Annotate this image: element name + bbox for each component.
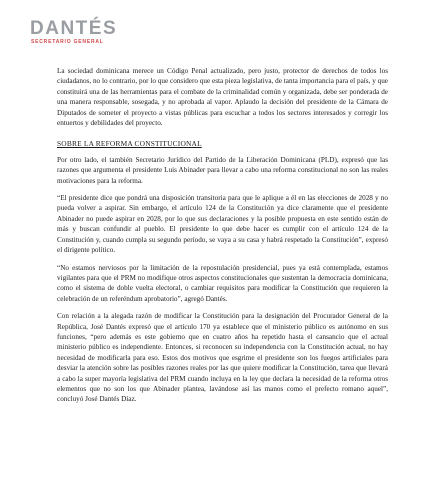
brand-subtitle: SECRETARIO GENERAL: [31, 39, 104, 45]
intro-paragraph: La sociedad dominicana merece un Código Penal actualizado, pero justo, protector de derechos de todos los ciudadanos, no lo contrario, por lo que considero que esta pieza legislativa, de tanta importancia para el país, y que constituirá una de las herramientas para el combate de la criminalidad común y organizada, debe ser ponderada de una manera responsable, sosegada, y no aprobada al vapor. Aplaudo la decisión del presidente de la Cámara de Diputados de someter el proyecto a vistas públicas para escuchar a todos los sectores interesados y corregir los entuertos y debilidades del proyecto.: [57, 67, 388, 128]
body-paragraph: Por otro lado, el también Secretario Jurídico del Partido de la Liberación Dominicana (PLD), expresó que las razones que argumenta el presidente Luis Abinader para llevar a cabo una reforma constitucional no son las reales motivaciones para la reforma.: [57, 155, 388, 185]
body-paragraph: Con relación a la alegada razón de modificar la Constitución para la designación del Procurador General de la República, José Dantés expresó que el artículo 170 ya establece que el ministerio público es autónomo en sus funciones, “pero además es este gobierno que en cuatro años ha repetido hasta el cansancio que el actual ministerio público es independiente. Entonces, si reconocen su independencia con la Constitución actual, no hay necesidad de modificarla para eso. Estos dos motivos que esgrime el presidente son los fuegos artificiales para desviar la atención sobre las posibles razones reales por las que quiere modificar la Constitución, tarea que llevará a cabo la super mayoría legislativa del PRM cuando incluya en la ley que declara la necesidad de la reforma otros elementos que no son los que Abinader plantea, lavándose así las manos como el prefecto romano aquel”, concluyó José Dantés Díaz.: [57, 312, 388, 404]
section-heading: SOBRE LA REFORMA CONSTITUCIONAL: [57, 139, 202, 149]
body-paragraph: “El presidente dice que pondrá una disposición transitoria para que le aplique a él en las elecciones de 2028 y no pueda volver a aspirar. Sin embargo, el artículo 124 de la Constitución ya dice claramente que el presidente Abinader no puede aspirar en 2028, por lo que sus declaraciones y la posible propuesta en este sentido están de más y buscan confundir al pueblo. El presidente lo que debe hacer es cumplir con el artículo 124 de la Constitución y, cuando cumpla su segundo período, se vaya a su casa y habrá respetado la Constitución”, expresó el dirigente político.: [57, 194, 388, 255]
body-paragraph: “No estamos nerviosos por la limitación de la repostulación presidencial, pues ya está contemplada, estamos vigilantes para que el PRM no modifique otros aspectos constitucionales que sustentan la democracia dominicana, como el sistema de doble vuelta electoral, o cambiar requisitos para modificar la Constitución que requieren la celebración de un referéndum aprobatorio”, agregó Dantés.: [57, 263, 388, 303]
brand-logo-text: DANTÉS: [30, 18, 118, 39]
letterhead: [30, 20, 117, 45]
document-body: [57, 66, 388, 412]
